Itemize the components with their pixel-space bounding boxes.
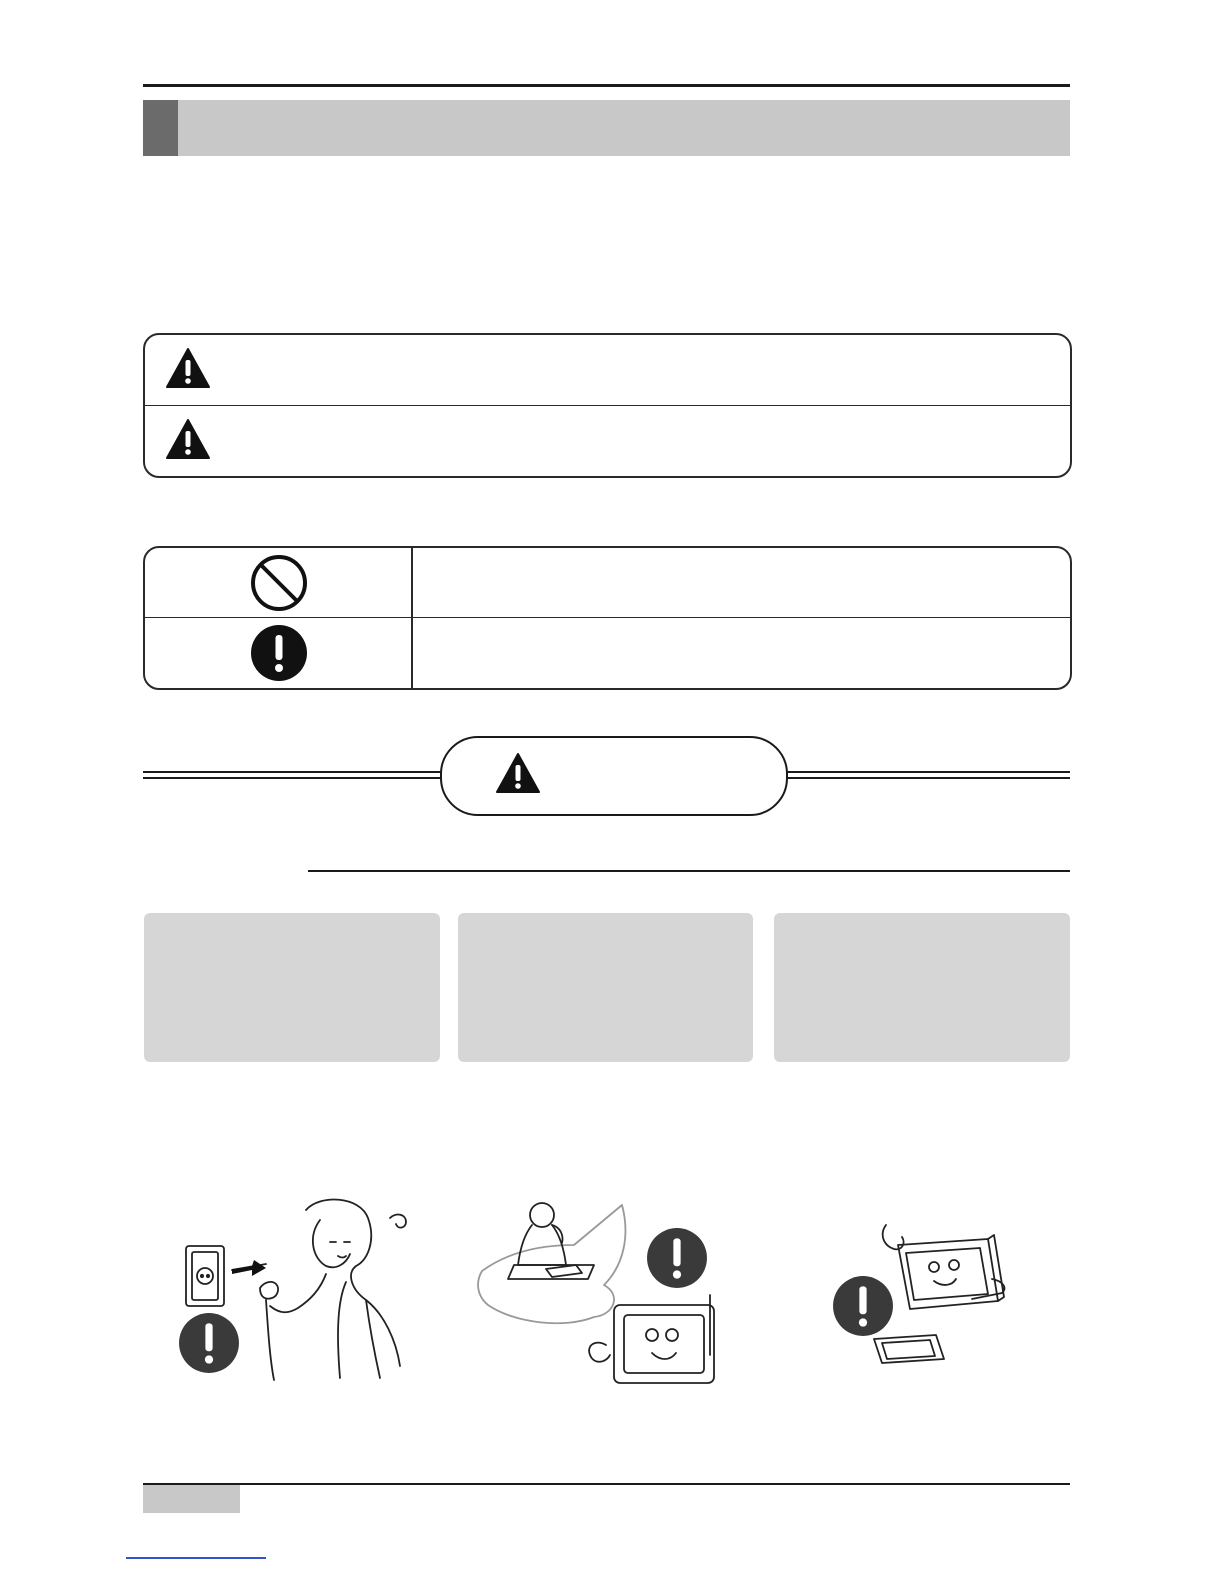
banner-line-right-lower [784, 777, 1070, 779]
footer-link-underline[interactable] [126, 1557, 266, 1559]
warning-triangle-icon [495, 752, 541, 794]
mandatory-action-icon [249, 623, 309, 683]
banner-line-right-upper [784, 771, 1070, 773]
signal-word-row-warning [145, 335, 1070, 406]
mandatory-action-icon [646, 1227, 708, 1289]
top-rule [143, 84, 1070, 87]
section-underline [308, 870, 1070, 872]
signal-word-box [143, 333, 1072, 478]
title-accent-block [143, 100, 178, 156]
page-number-tab [143, 1485, 240, 1513]
symbol-row-prohibited [145, 548, 1070, 618]
instruction-panel-1 [144, 913, 440, 1062]
mandatory-action-icon [832, 1275, 894, 1337]
symbol-row-mandatory [145, 618, 1070, 687]
mandatory-action-icon [178, 1312, 240, 1374]
instruction-panel-2 [458, 913, 753, 1062]
warning-triangle-icon [165, 418, 211, 460]
section-title-bar [143, 100, 1070, 156]
symbol-legend-box [143, 546, 1072, 690]
bottom-rule [143, 1483, 1070, 1485]
warning-triangle-icon [165, 347, 211, 389]
service-call-illustration [474, 1195, 734, 1395]
prohibition-icon [249, 553, 309, 613]
banner-line-left-upper [143, 771, 441, 773]
signal-word-row-caution [145, 406, 1070, 476]
instruction-panel-3 [774, 913, 1070, 1062]
warning-banner [440, 736, 788, 816]
banner-line-left-lower [143, 777, 441, 779]
